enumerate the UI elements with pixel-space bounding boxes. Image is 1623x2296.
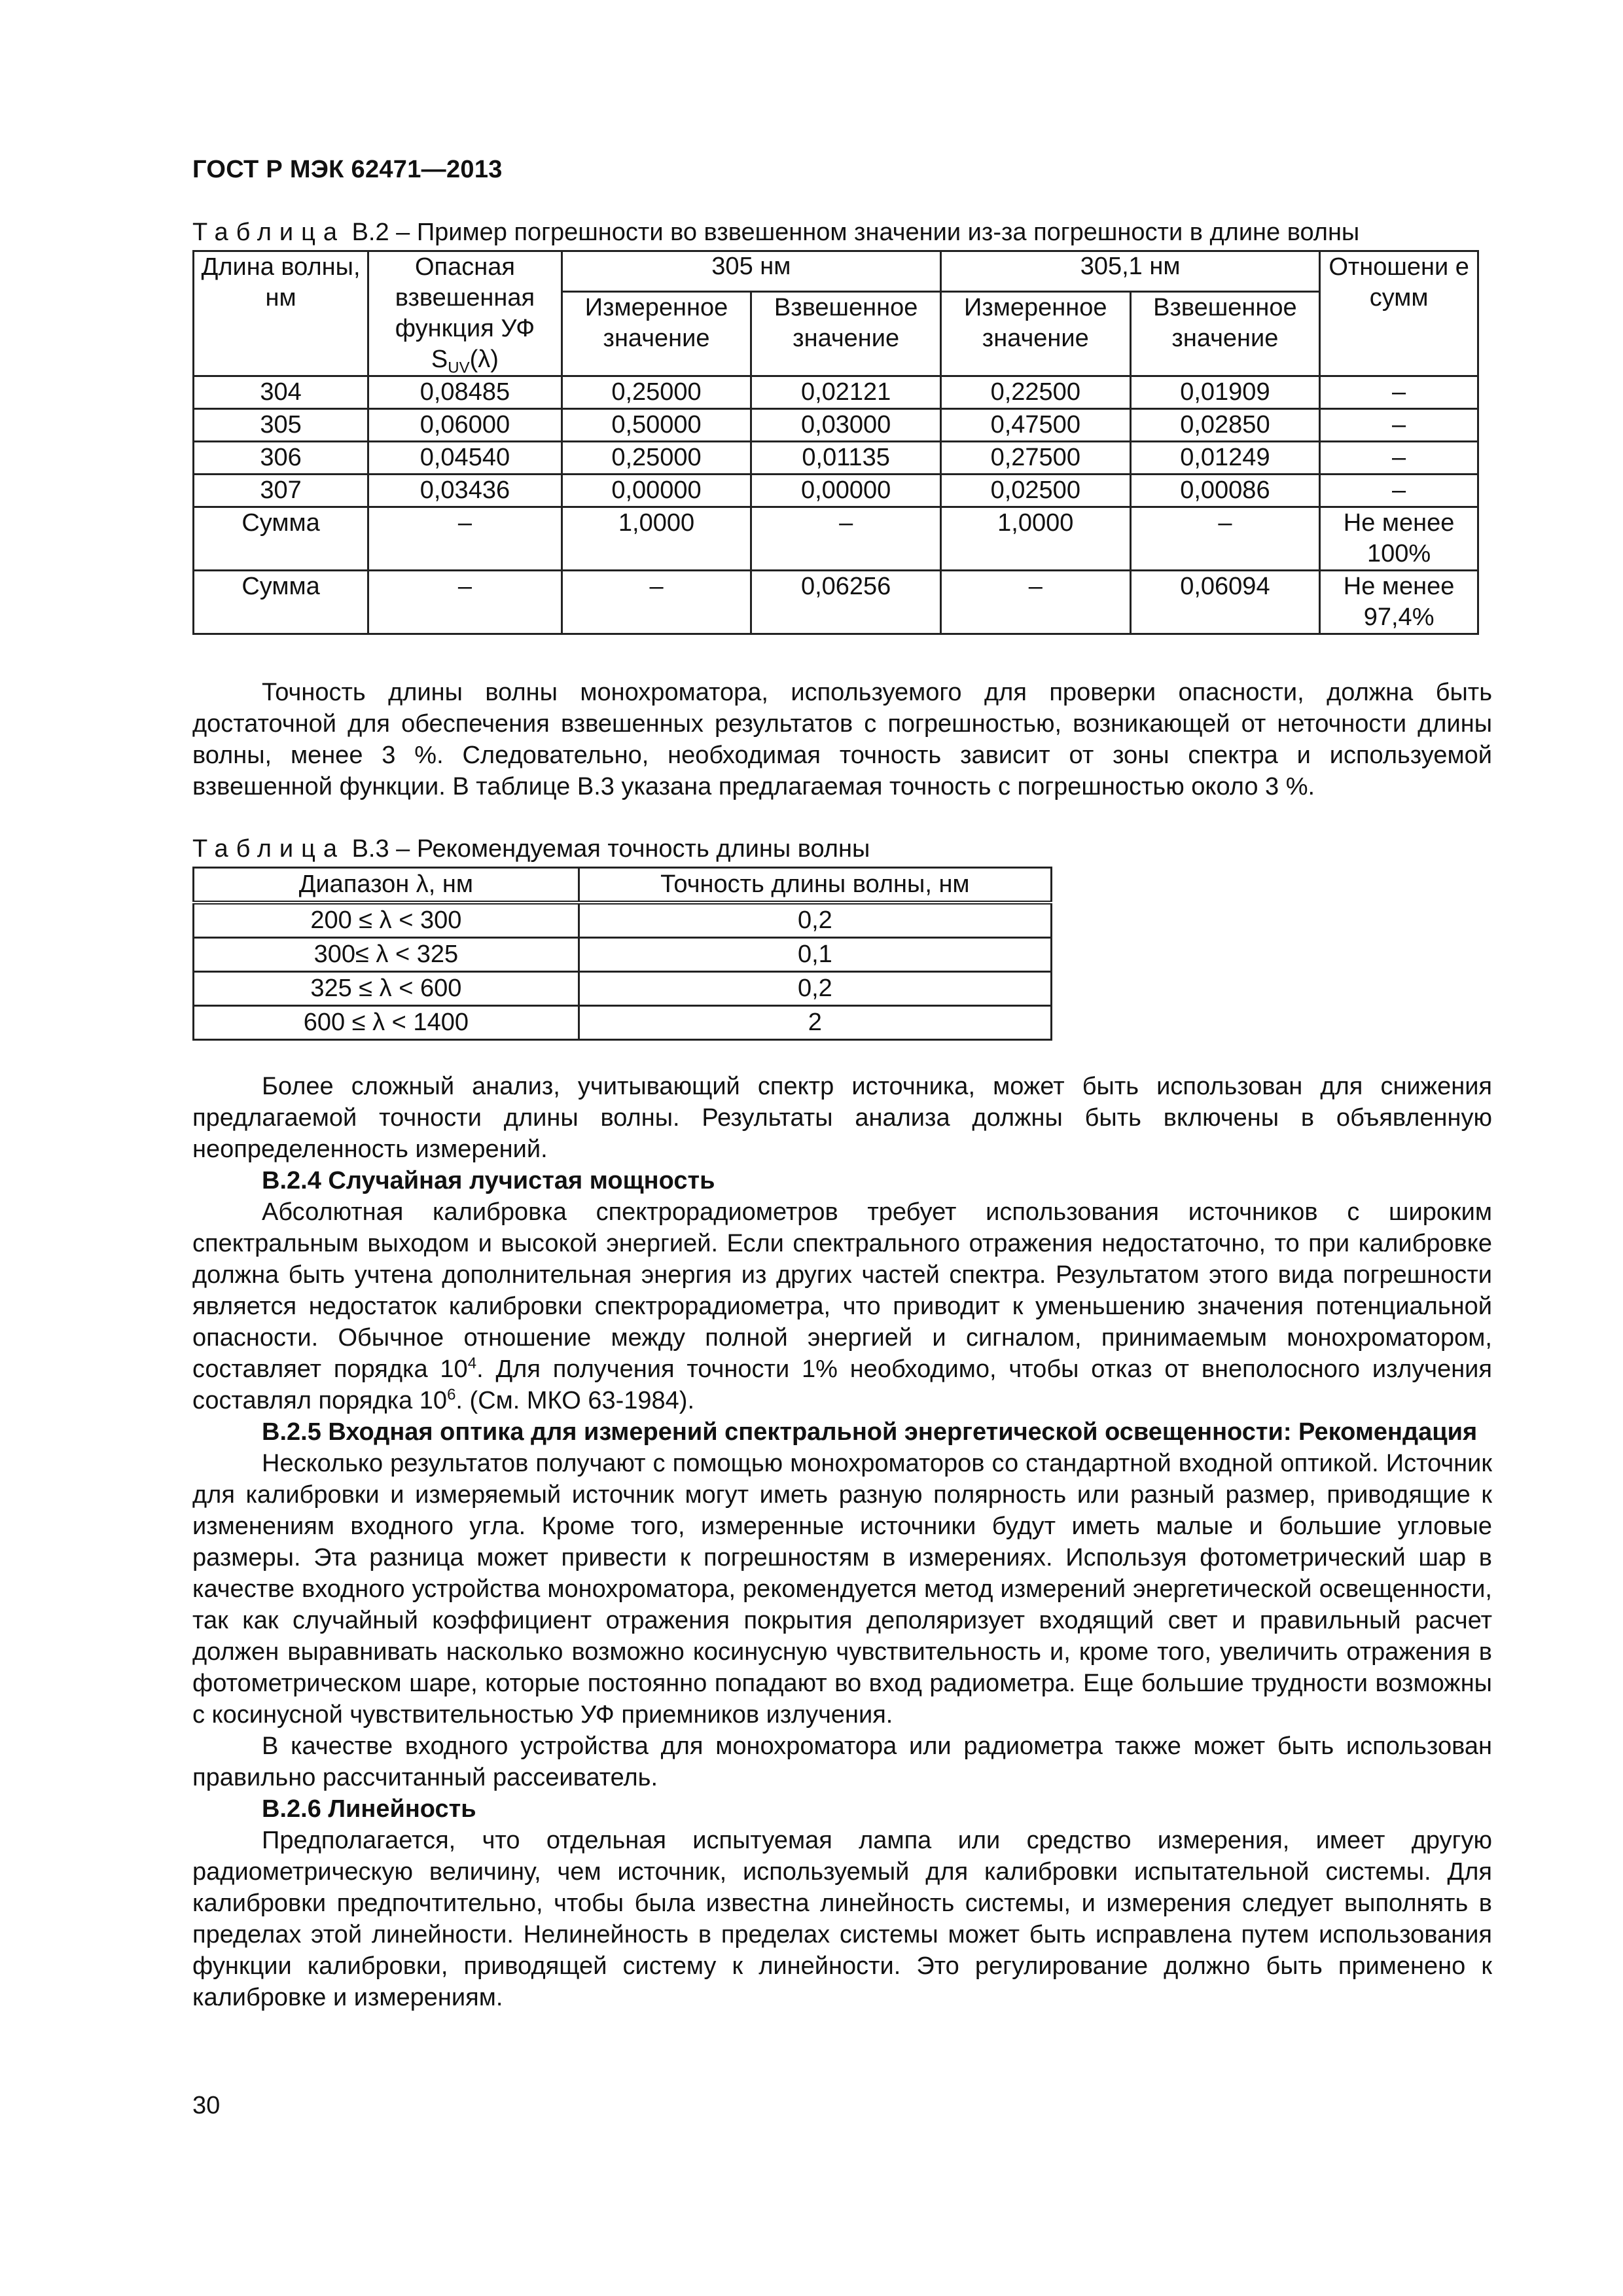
table-cell: 325 ≤ λ < 600 bbox=[194, 972, 579, 1006]
table-cell: 2 bbox=[579, 1006, 1051, 1040]
table-cell: 0,00086 bbox=[1130, 475, 1320, 507]
table-cell: – bbox=[368, 507, 562, 571]
col-wavelength-header: Длина волны, нм bbox=[194, 251, 368, 376]
table-cell: 0,06094 bbox=[1130, 571, 1320, 634]
table-cell: 0,00000 bbox=[751, 475, 941, 507]
col-hazard-header bbox=[368, 251, 562, 376]
table-row bbox=[194, 507, 1478, 571]
table-cell: 0,02500 bbox=[940, 475, 1130, 507]
col-ratio-header: Отношени е сумм bbox=[1320, 251, 1478, 376]
table-row bbox=[194, 938, 1052, 972]
table-b2-caption-text: В.2 – Пример погрешности во взвешенном значении из-за погрешности в длине волны bbox=[351, 219, 1360, 246]
table-cell: 0,47500 bbox=[940, 409, 1130, 442]
table-cell: 0,02121 bbox=[751, 376, 941, 409]
table-cell: 0,04540 bbox=[368, 442, 562, 475]
table-cell: 0,02850 bbox=[1130, 409, 1320, 442]
precision-text: Точность длины волны монохроматора, используемого для проверки опасности, должна быть достаточной для обеспечения взвешенных результатов с погрешностью, возникающей от неточности длины волны, менее 3 %. Следовательно, необходимая точность зависит от зоны спектра и используемой взвешенной функции. В таблице В.3 указана предлагаемая точность с погрешностью около 3 %. bbox=[192, 679, 1492, 800]
table-cell: 305 bbox=[194, 409, 368, 442]
table-cell: 307 bbox=[194, 475, 368, 507]
table-cell: 0,08485 bbox=[368, 376, 562, 409]
table-cell: – bbox=[940, 571, 1130, 634]
table-cell: Сумма bbox=[194, 507, 368, 571]
table-cell: 0,01909 bbox=[1130, 376, 1320, 409]
page-number: 30 bbox=[192, 2092, 221, 2119]
table-cell: 304 bbox=[194, 376, 368, 409]
table-cell: 306 bbox=[194, 442, 368, 475]
table-cell: 0,50000 bbox=[562, 409, 751, 442]
table-cell: 200 ≤ λ < 300 bbox=[194, 903, 579, 938]
section-b24-text-part-2: . Для получения точности 1% необходимо, чтобы отказ от внеполосного излучения составлял порядка 10 bbox=[192, 1355, 1492, 1414]
table-row bbox=[194, 571, 1478, 634]
table-cell: 0,01249 bbox=[1130, 442, 1320, 475]
col-hazard-argument: (λ) bbox=[469, 346, 499, 373]
table-cell: 0,1 bbox=[579, 938, 1051, 972]
col-hazard-symbol: S bbox=[431, 346, 448, 373]
table-b3-caption-word: Таблица bbox=[192, 835, 345, 863]
table-cell: 300≤ λ < 325 bbox=[194, 938, 579, 972]
main-text bbox=[192, 1071, 1492, 2013]
table-b2 bbox=[192, 250, 1479, 635]
table-row bbox=[194, 972, 1052, 1006]
table-b2-caption bbox=[192, 219, 1359, 247]
table-cell: 0,27500 bbox=[940, 442, 1130, 475]
table-cell: – bbox=[1320, 442, 1478, 475]
table-cell: 0,25000 bbox=[562, 442, 751, 475]
table-row bbox=[194, 475, 1478, 507]
section-b24-text bbox=[192, 1196, 1492, 1416]
table-cell: – bbox=[368, 571, 562, 634]
section-b25-text: Несколько результатов получают с помощью монохроматоров со стандартной входной оптикой. Источник для калибровки и измеряемый источник могут иметь разную полярность или разный размер, приводящие к изменениям входного угла. Кроме того, измеренные источники будут иметь малые и большие угловые размеры. Эта разница может привести к погрешностям в измерениях. Используя фотометрический шар в качестве входного устройства монохроматора, рекомендуется метод измерений энергетической освещенности, так как случайный коэффициент отражения покрытия деполяризует входящий свет и правильный расчет должен выравнивать насколько возможно косинусную чувствительность и, кроме того, увеличить отражения в фотометрическом шаре, которые постоянно попадают во вход радиометра. Еще большие трудности возможны с косинусной чувствительностью УФ приемников излучения. bbox=[192, 1450, 1492, 1729]
section-b25-title: В.2.5 Входная оптика для измерений спектральной энергетической освещенности: Рекомендация bbox=[262, 1418, 1478, 1446]
table-cell: 0,22500 bbox=[940, 376, 1130, 409]
col-hazard-subscript: UV bbox=[448, 359, 470, 377]
table-b2-caption-word: Таблица bbox=[192, 219, 345, 246]
col-measured-305: Измеренное значение bbox=[562, 292, 751, 376]
precision-paragraph bbox=[192, 677, 1492, 802]
table-cell: – bbox=[562, 571, 751, 634]
exponent-6: 6 bbox=[447, 1386, 456, 1404]
col-weighted-3051: Взвешенное значение bbox=[1130, 292, 1320, 376]
table-b3-body bbox=[194, 903, 1052, 1040]
table-cell: 0,06000 bbox=[368, 409, 562, 442]
table-b3-header-row bbox=[194, 868, 1052, 903]
table-cell: Не менее 100% bbox=[1320, 507, 1478, 571]
table-cell: 0,00000 bbox=[562, 475, 751, 507]
table-b3-caption bbox=[192, 835, 870, 863]
table-cell: 0,25000 bbox=[562, 376, 751, 409]
exponent-4: 4 bbox=[467, 1354, 477, 1372]
table-cell: 0,2 bbox=[579, 903, 1051, 938]
table-row bbox=[194, 1006, 1052, 1040]
section-b26-text: Предполагается, что отдельная испытуемая лампа или средство измерения, имеет другую радиометрическую величину, чем источник, используемый для калибровки испытательной системы. Для калибровки предпочтительно, чтобы была известна линейность системы, и измерения следует выполнять в пределах этой линейности. Нелинейность в пределах системы может быть исправлена путем использования функции калибровки, приводящей систему к линейности. Это регулирование должно быть применено к калибровке и измерениям. bbox=[192, 1827, 1492, 2011]
table-row bbox=[194, 376, 1478, 409]
table-cell: 0,03000 bbox=[751, 409, 941, 442]
group-3051-header: 305,1 нм bbox=[940, 251, 1319, 292]
col-measured-3051: Измеренное значение bbox=[940, 292, 1130, 376]
table-cell: Сумма bbox=[194, 571, 368, 634]
col-hazard-label: Опасная взвешенная функция УФ bbox=[395, 253, 535, 342]
table-b3-caption-text: В.3 – Рекомендуемая точность длины волны bbox=[351, 835, 870, 863]
standard-header: ГОСТ Р МЭК 62471—2013 bbox=[192, 156, 503, 183]
complex-analysis-paragraph: Более сложный анализ, учитывающий спектр источника, может быть использован для снижения предлагаемой точности длины волны. Результаты анализа должны быть включены в объявленную неопределенность измерений. bbox=[192, 1073, 1492, 1163]
table-cell: – bbox=[1320, 475, 1478, 507]
table-cell: 1,0000 bbox=[940, 507, 1130, 571]
col-range-header: Диапазон λ, нм bbox=[194, 868, 579, 903]
table-row bbox=[194, 903, 1052, 938]
table-cell: Не менее 97,4% bbox=[1320, 571, 1478, 634]
section-b26-title: В.2.6 Линейность bbox=[262, 1795, 476, 1823]
table-cell: 0,2 bbox=[579, 972, 1051, 1006]
col-accuracy-header: Точность длины волны, нм bbox=[579, 868, 1051, 903]
table-cell: – bbox=[1320, 376, 1478, 409]
table-b2-header-row-1 bbox=[194, 251, 1478, 292]
table-cell: 0,01135 bbox=[751, 442, 941, 475]
table-cell: 600 ≤ λ < 1400 bbox=[194, 1006, 579, 1040]
group-305-header: 305 нм bbox=[562, 251, 940, 292]
table-b3 bbox=[192, 867, 1052, 1041]
table-cell: – bbox=[1320, 409, 1478, 442]
section-b24-text-part-1: Абсолютная калибровка спектрорадиометров требует использования источников с широким спектральным выходом и высокой энергией. Если спектрального отражения недостаточно, то при калибровке должна быть учтена дополнительная энергия из других частей спектра. Результатом этого вида погрешности является недостаток калибровки спектрорадиометра, что приводит к уменьшению значения потенциальной опасности. Обычное отношение между полной энергией и сигналом, принимаемым монохроматором, составляет порядка 10 bbox=[192, 1198, 1492, 1383]
table-cell: – bbox=[751, 507, 941, 571]
section-b24-title: В.2.4 Случайная лучистая мощность bbox=[262, 1167, 715, 1194]
table-row bbox=[194, 409, 1478, 442]
section-b25-text-2: В качестве входного устройства для монохроматора или радиометра также может быть использован правильно рассчитанный рассеиватель. bbox=[192, 1732, 1492, 1791]
table-b2-body bbox=[194, 376, 1478, 634]
table-cell: 0,03436 bbox=[368, 475, 562, 507]
table-cell: 1,0000 bbox=[562, 507, 751, 571]
table-cell: – bbox=[1130, 507, 1320, 571]
col-weighted-305: Взвешенное значение bbox=[751, 292, 941, 376]
table-row bbox=[194, 442, 1478, 475]
table-cell: 0,06256 bbox=[751, 571, 941, 634]
section-b24-text-part-3: . (См. МКО 63-1984). bbox=[455, 1387, 695, 1414]
